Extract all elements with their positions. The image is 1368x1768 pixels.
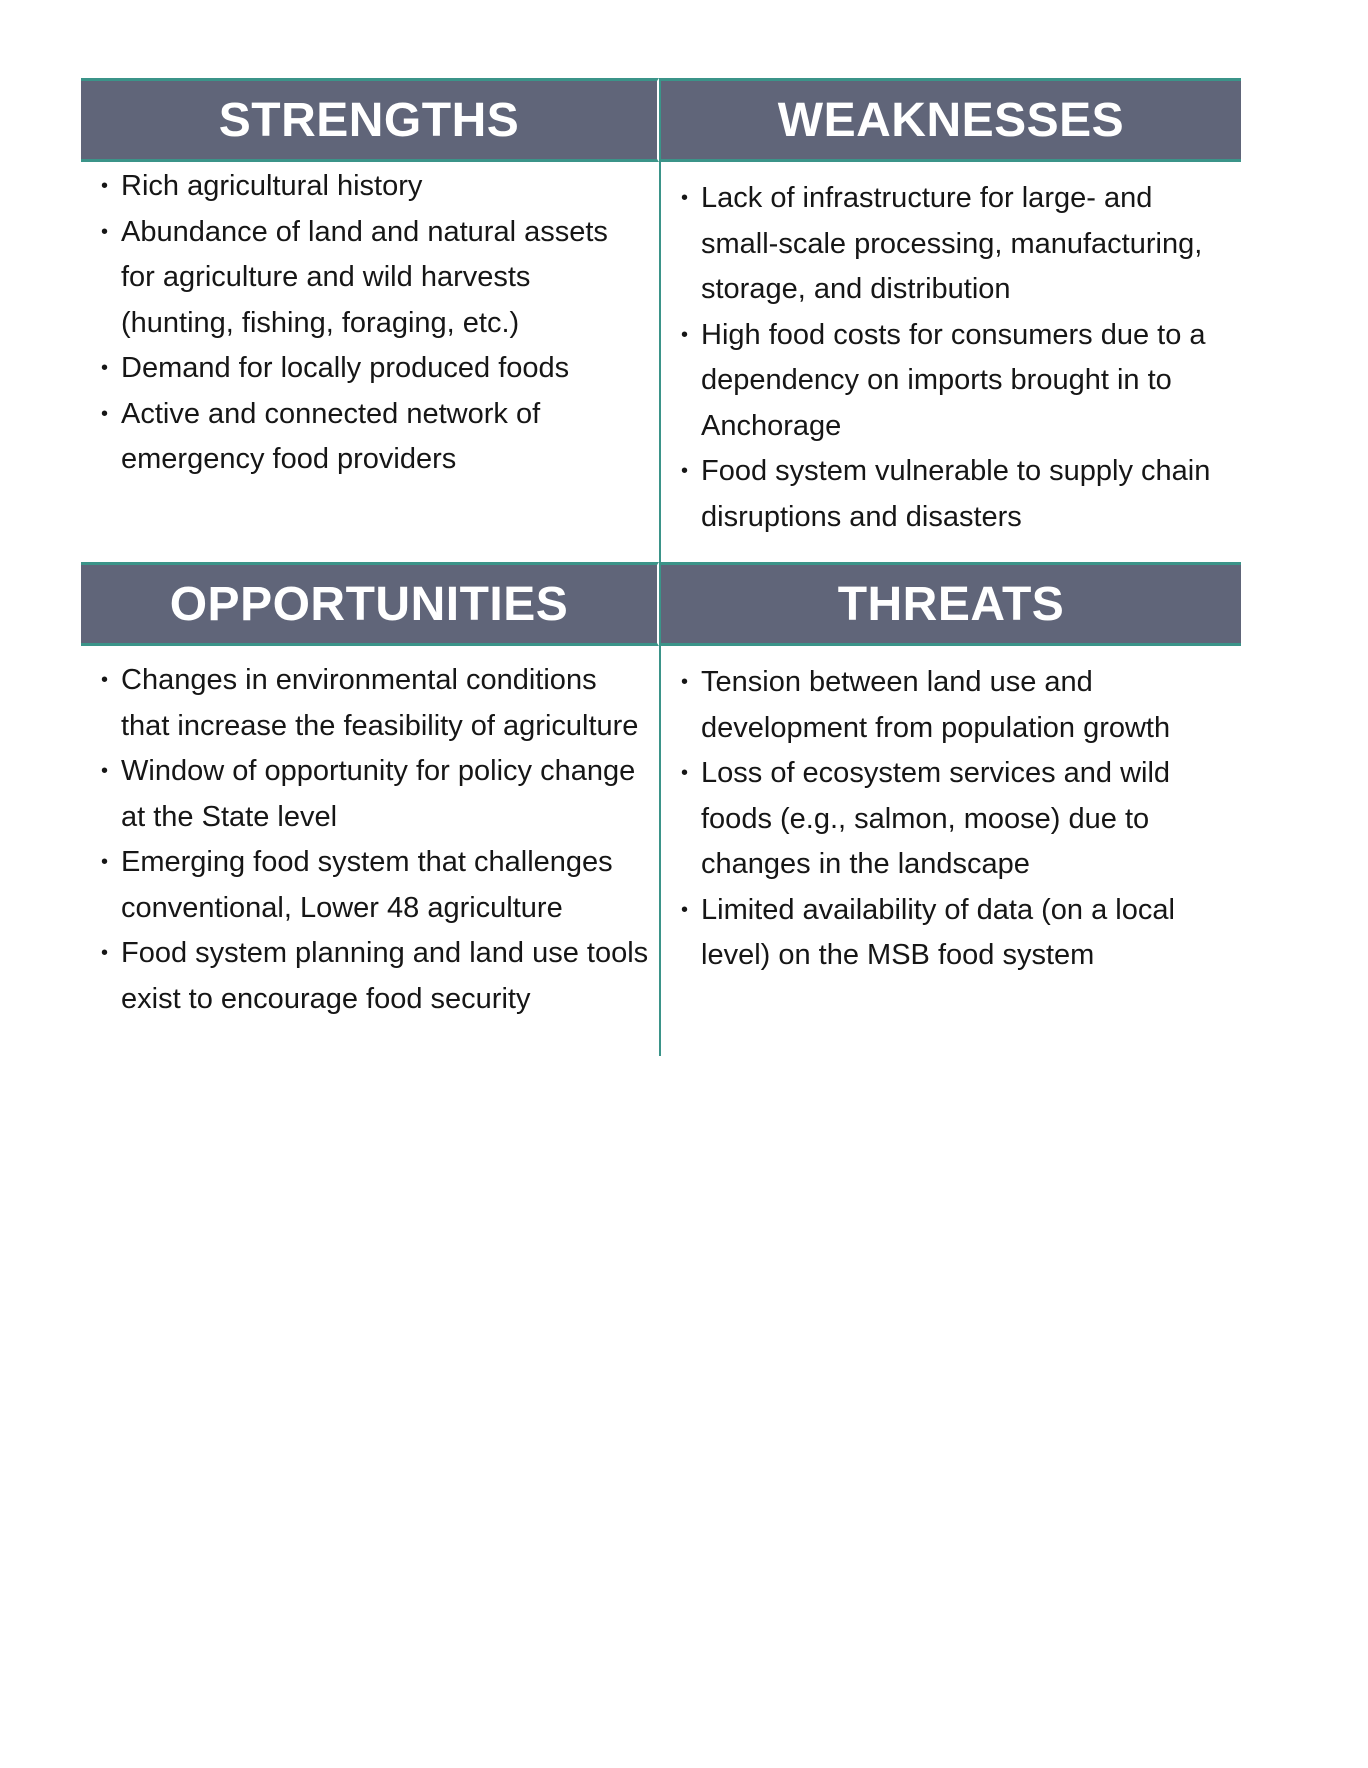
- opportunities-quadrant: [81, 562, 661, 1056]
- threats-quadrant: [661, 562, 1241, 1056]
- list-item: • Lack of infrastructure for large- and small-scale processing, manufacturing, storage, and distribution: [681, 176, 1231, 313]
- list-item: • Tension between land use and development from population growth: [681, 660, 1231, 751]
- list-item: • Demand for locally produced foods: [101, 346, 649, 392]
- opportunities-header: OPPORTUNITIES: [81, 562, 659, 646]
- weaknesses-quadrant: [661, 78, 1241, 562]
- list-item: • Active and connected network of emergency food providers: [101, 392, 649, 483]
- threats-list: [681, 660, 1231, 979]
- strengths-body: [81, 162, 659, 562]
- swot-table: [81, 78, 1242, 1056]
- list-item: • Rich agricultural history: [101, 164, 649, 210]
- list-item: • High food costs for consumers due to a dependency on imports brought in to Anchorage: [681, 313, 1231, 450]
- threats-body: [661, 646, 1241, 1056]
- list-item: • Changes in environmental conditions that increase the feasibility of agriculture: [101, 658, 649, 749]
- list-item: • Limited availability of data (on a local level) on the MSB food system: [681, 888, 1231, 979]
- opportunities-list: [101, 658, 649, 1022]
- list-item: • Abundance of land and natural assets for agriculture and wild harvests (hunting, fishing, foraging, etc.): [101, 210, 649, 347]
- list-item: • Loss of ecosystem services and wild foods (e.g., salmon, moose) due to changes in the landscape: [681, 751, 1231, 888]
- list-item: • Food system planning and land use tools exist to encourage food security: [101, 931, 649, 1022]
- weaknesses-header: WEAKNESSES: [661, 78, 1241, 162]
- list-item: • Food system vulnerable to supply chain disruptions and disasters: [681, 449, 1231, 540]
- strengths-quadrant: [81, 78, 661, 562]
- swot-row-bottom: [81, 562, 1242, 1056]
- swot-row-top: [81, 78, 1242, 562]
- list-item: • Window of opportunity for policy change at the State level: [101, 749, 649, 840]
- opportunities-body: [81, 646, 659, 1056]
- strengths-list: [101, 164, 649, 483]
- weaknesses-list: [681, 176, 1231, 540]
- weaknesses-body: [661, 162, 1241, 540]
- threats-header: THREATS: [661, 562, 1241, 646]
- list-item: • Emerging food system that challenges conventional, Lower 48 agriculture: [101, 840, 649, 931]
- strengths-header: STRENGTHS: [81, 78, 659, 162]
